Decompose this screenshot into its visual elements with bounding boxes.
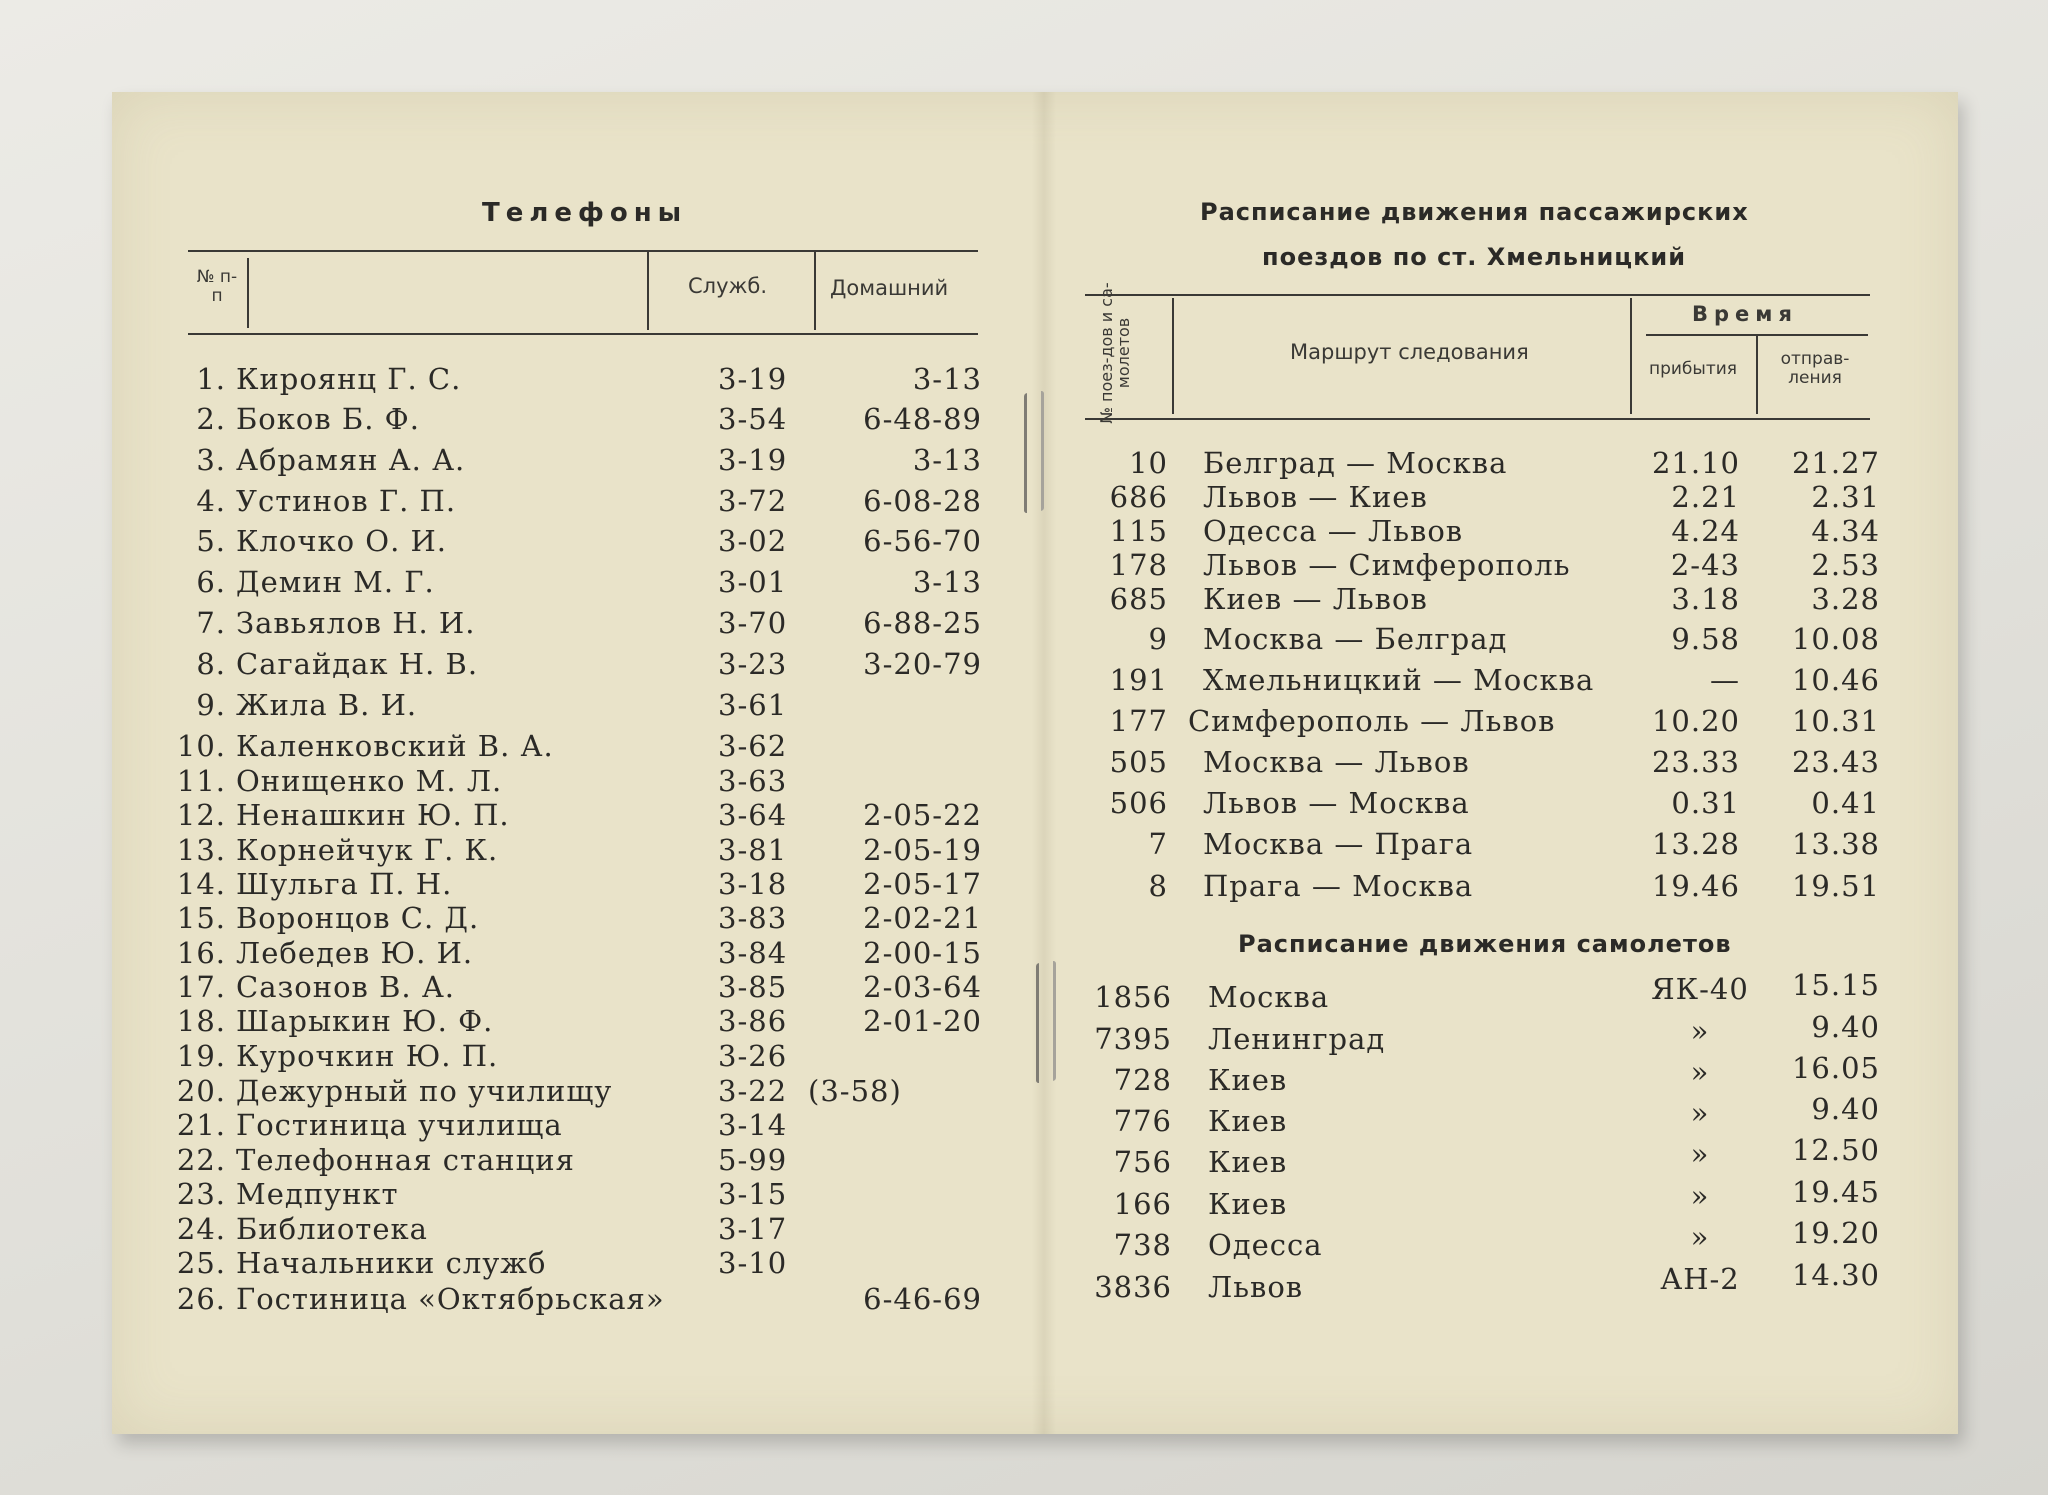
phone-row-name: Медпункт [236,1177,399,1211]
plane-row-time: 19.45 [1791,1175,1880,1209]
phone-row-number: 8. [196,647,226,681]
plane-row-time: 12.50 [1791,1133,1880,1167]
phone-row-home: 6-56-70 [863,524,982,558]
train-row-number: 10 [1129,446,1168,480]
phone-row-number: 17. [176,970,226,1004]
phone-row-home: 6-46-69 [863,1282,982,1316]
phone-row-number: 5. [196,524,226,558]
trains-header-route: Маршрут следования [1290,340,1529,364]
phone-row-number: 21. [176,1108,226,1142]
train-row-route: Одесса — Львов [1203,514,1464,548]
train-row-number: 178 [1109,548,1168,582]
plane-row-city: Киев [1208,1145,1288,1179]
phone-row-number: 12. [176,798,226,832]
train-row-departure: 13.38 [1791,827,1880,861]
phone-row-work: 3-10 [718,1246,788,1280]
phone-row-work: 3-62 [718,729,788,763]
phones-header-divider [247,258,249,328]
phone-row-name: Жила В. И. [236,688,418,722]
trains-header-divider [1630,298,1632,414]
phone-row-number: 2. [196,402,226,436]
plane-row-number: 738 [1113,1228,1172,1262]
staple-top [1024,391,1044,514]
plane-row-time: 16.05 [1791,1051,1880,1085]
train-row-departure: 10.46 [1791,663,1880,697]
train-row-arrival: 4.24 [1671,514,1740,548]
train-row-departure: 2.31 [1811,480,1880,514]
phone-row-work: 3-64 [718,798,788,832]
phone-row-number: 16. [176,936,226,970]
train-row-arrival: — [1710,663,1740,697]
phone-row-name: Ненашкин Ю. П. [236,798,510,832]
plane-row-number: 1856 [1094,980,1172,1014]
phone-row-name: Устинов Г. П. [236,484,457,518]
phone-row-name: Боков Б. Ф. [236,402,420,436]
train-row-route: Москва — Белград [1203,622,1508,656]
staple-bottom [1036,961,1056,1084]
phone-row-name: Гостиница училища [236,1108,563,1142]
plane-row-type: » [1690,1096,1710,1130]
phone-row-number: 20. [176,1074,226,1108]
phone-row-number: 1. [196,362,226,396]
train-row-number: 9 [1148,622,1168,656]
plane-row-type: АН-2 [1660,1262,1740,1296]
train-row-number: 177 [1109,704,1168,738]
phone-row-name: Онищенко М. Л. [236,764,503,798]
train-row-departure: 10.31 [1791,704,1880,738]
phone-row-work: 3-19 [718,362,788,396]
phone-row-work: 3-22 [718,1074,788,1108]
trains-header-arrival: прибытия [1648,359,1738,379]
phone-row-name: Воронцов С. Д. [236,901,480,935]
phone-row-work: 3-63 [718,764,788,798]
train-row-number: 506 [1109,786,1168,820]
train-row-departure: 2.53 [1811,548,1880,582]
phone-row-name: Гостиница «Октябрьская» [236,1282,665,1316]
phone-row-number: 9. [196,688,226,722]
train-row-departure: 19.51 [1791,869,1880,903]
plane-row-number: 776 [1113,1104,1172,1138]
phone-row-home: 6-48-89 [863,402,982,436]
phone-row-home: 3-13 [912,443,982,477]
phone-row-name: Лебедев Ю. И. [236,936,474,970]
phone-row-number: 3. [196,443,226,477]
phone-row-number: 14. [176,867,226,901]
train-row-number: 505 [1109,745,1168,779]
phone-row-name: Абрамян А. А. [236,443,466,477]
plane-row-city: Москва [1208,980,1330,1014]
train-row-arrival: 3.18 [1671,582,1740,616]
booklet-fold [1032,92,1056,1434]
plane-row-city: Киев [1208,1104,1288,1138]
phone-row-work: 3-72 [718,484,788,518]
train-row-arrival: 9.58 [1671,622,1740,656]
phone-row-home: 2-05-19 [863,833,982,867]
train-row-route: Львов — Симферополь [1203,548,1571,582]
train-row-route: Львов — Москва [1203,786,1470,820]
train-row-arrival: 23.33 [1651,745,1740,779]
train-row-arrival: 19.46 [1651,869,1740,903]
phone-row-name: Завьялов Н. И. [236,606,476,640]
plane-row-city: Львов [1208,1270,1304,1304]
phone-row-work: 3-83 [718,901,788,935]
phone-row-name: Шульга П. Н. [236,867,453,901]
train-row-route: Прага — Москва [1203,869,1474,903]
phone-row-home: 3-20-79 [863,647,982,681]
phones-header-num: № п-п [196,267,238,306]
phone-row-name: Сагайдак Н. В. [236,647,479,681]
train-row-arrival: 10.20 [1651,704,1740,738]
plane-row-type: » [1690,1055,1710,1089]
phone-row-home: (3-58) [808,1074,902,1108]
phone-row-name: Начальники служб [236,1246,547,1280]
train-row-number: 8 [1148,869,1168,903]
phone-row-name: Дежурный по училищу [236,1074,613,1108]
train-row-departure: 21.27 [1791,446,1880,480]
phones-header-divider [814,252,816,330]
phone-row-name: Демин М. Г. [236,565,435,599]
train-row-number: 686 [1109,480,1168,514]
trains-header-divider [1172,298,1174,414]
phone-row-number: 10. [176,729,226,763]
phone-row-name: Каленковский В. А. [236,729,554,763]
phones-header-work: Служб. [688,274,768,298]
phone-row-number: 15. [176,901,226,935]
phone-row-work: 3-14 [718,1108,788,1142]
phone-row-home: 2-03-64 [863,970,982,1004]
phone-row-number: 4. [196,484,226,518]
phone-row-work: 3-85 [718,970,788,1004]
train-row-route: Хмельницкий — Москва [1203,663,1595,697]
train-row-departure: 10.08 [1791,622,1880,656]
phones-header-divider [647,252,649,330]
phone-row-work: 3-01 [718,565,788,599]
planes-title: Расписание движения самолетов [1238,930,1732,958]
phone-row-name: Курочкин Ю. П. [236,1039,499,1073]
train-row-route: Киев — Львов [1203,582,1428,616]
plane-row-type: » [1690,1014,1710,1048]
plane-row-time: 15.15 [1791,968,1880,1002]
phone-row-number: 26. [176,1282,226,1316]
phone-row-home: 2-02-21 [863,901,982,935]
train-row-route: Москва — Прага [1203,827,1474,861]
phone-row-name: Библиотека [236,1212,428,1246]
phone-row-home: 6-88-25 [863,606,982,640]
plane-row-type: » [1690,1137,1710,1171]
plane-row-time: 14.30 [1791,1258,1880,1292]
train-row-departure: 23.43 [1791,745,1880,779]
plane-row-type: ЯК-40 [1651,972,1749,1006]
plane-row-time: 19.20 [1791,1216,1880,1250]
train-row-arrival: 2-43 [1670,548,1740,582]
phone-row-work: 3-54 [718,402,788,436]
phone-row-home: 6-08-28 [863,484,982,518]
plane-row-type: » [1690,1220,1710,1254]
train-row-route: Москва — Львов [1203,745,1470,779]
phone-row-number: 13. [176,833,226,867]
train-row-number: 115 [1109,514,1168,548]
phone-row-work: 3-18 [718,867,788,901]
phone-row-number: 7. [196,606,226,640]
train-row-arrival: 21.10 [1651,446,1740,480]
plane-row-number: 7395 [1094,1022,1172,1056]
phone-row-name: Сазонов В. А. [236,970,456,1004]
plane-row-city: Киев [1208,1187,1288,1221]
train-row-departure: 4.34 [1811,514,1880,548]
phone-row-name: Кироянц Г. С. [236,362,462,396]
trains-header-num: № поез-дов и са-молетов [1097,282,1133,424]
train-row-route: Симферополь — Львов [1188,704,1556,738]
phone-row-work: 3-81 [718,833,788,867]
plane-row-time: 9.40 [1811,1092,1880,1126]
phone-row-home: 2-01-20 [863,1004,982,1038]
train-row-number: 7 [1148,827,1168,861]
trains-header-top-rule [1085,294,1870,296]
phone-row-home: 2-05-22 [863,798,982,832]
train-row-arrival: 2.21 [1671,480,1740,514]
plane-row-type: » [1690,1179,1710,1213]
plane-row-city: Киев [1208,1063,1288,1097]
phone-row-number: 6. [196,565,226,599]
trains-header-time: Время [1692,302,1798,326]
train-row-number: 191 [1109,663,1168,697]
phones-title: Телефоны [482,198,688,228]
phone-row-number: 24. [176,1212,226,1246]
train-row-route: Львов — Киев [1203,480,1428,514]
plane-row-time: 9.40 [1811,1010,1880,1044]
plane-row-city: Одесса [1208,1228,1323,1262]
phones-header-top-rule [188,250,978,252]
phone-row-name: Корнейчук Г. К. [236,833,499,867]
train-row-departure: 3.28 [1811,582,1880,616]
phone-row-work: 3-84 [718,936,788,970]
trains-header-departure: отправ-ления [1780,349,1850,388]
plane-row-number: 756 [1113,1145,1172,1179]
phone-row-work: 3-17 [718,1212,788,1246]
train-row-number: 685 [1109,582,1168,616]
phone-row-work: 3-70 [718,606,788,640]
phone-row-work: 3-26 [718,1039,788,1073]
phone-row-work: 3-23 [718,647,788,681]
phone-row-number: 23. [176,1177,226,1211]
trains-title-line2: поездов по ст. Хмельницкий [1262,243,1687,271]
phone-row-work: 3-15 [718,1177,788,1211]
phones-header-home: Домашний [830,276,949,300]
phones-header-bottom-rule [188,333,978,335]
plane-row-number: 3836 [1094,1270,1172,1304]
phone-row-number: 18. [176,1004,226,1038]
phone-row-work: 3-86 [718,1004,788,1038]
trains-title-line1: Расписание движения пассажирских [1200,198,1749,226]
plane-row-number: 166 [1113,1187,1172,1221]
train-row-departure: 0.41 [1811,786,1880,820]
phone-row-number: 25. [176,1246,226,1280]
phone-row-home: 3-13 [912,565,982,599]
phone-row-number: 11. [176,764,226,798]
phone-row-number: 22. [176,1143,226,1177]
phone-row-work: 3-02 [718,524,788,558]
trains-header-divider [1756,336,1758,414]
train-row-arrival: 0.31 [1671,786,1740,820]
trains-header-bottom-rule [1085,418,1870,420]
train-row-route: Белград — Москва [1203,446,1508,480]
phone-row-work: 3-61 [718,688,788,722]
plane-row-number: 728 [1113,1063,1172,1097]
train-row-arrival: 13.28 [1651,827,1740,861]
phone-row-work: 5-99 [718,1143,788,1177]
phone-row-name: Шарыкин Ю. Ф. [236,1004,494,1038]
plane-row-city: Ленинград [1208,1022,1386,1056]
phone-row-home: 2-05-17 [863,867,982,901]
trains-time-underline [1646,334,1868,336]
phone-row-name: Телефонная станция [236,1143,575,1177]
phone-row-home: 3-13 [912,362,982,396]
phone-row-home: 2-00-15 [863,936,982,970]
phone-row-work: 3-19 [718,443,788,477]
phone-row-number: 19. [176,1039,226,1073]
phone-row-name: Клочко О. И. [236,524,448,558]
